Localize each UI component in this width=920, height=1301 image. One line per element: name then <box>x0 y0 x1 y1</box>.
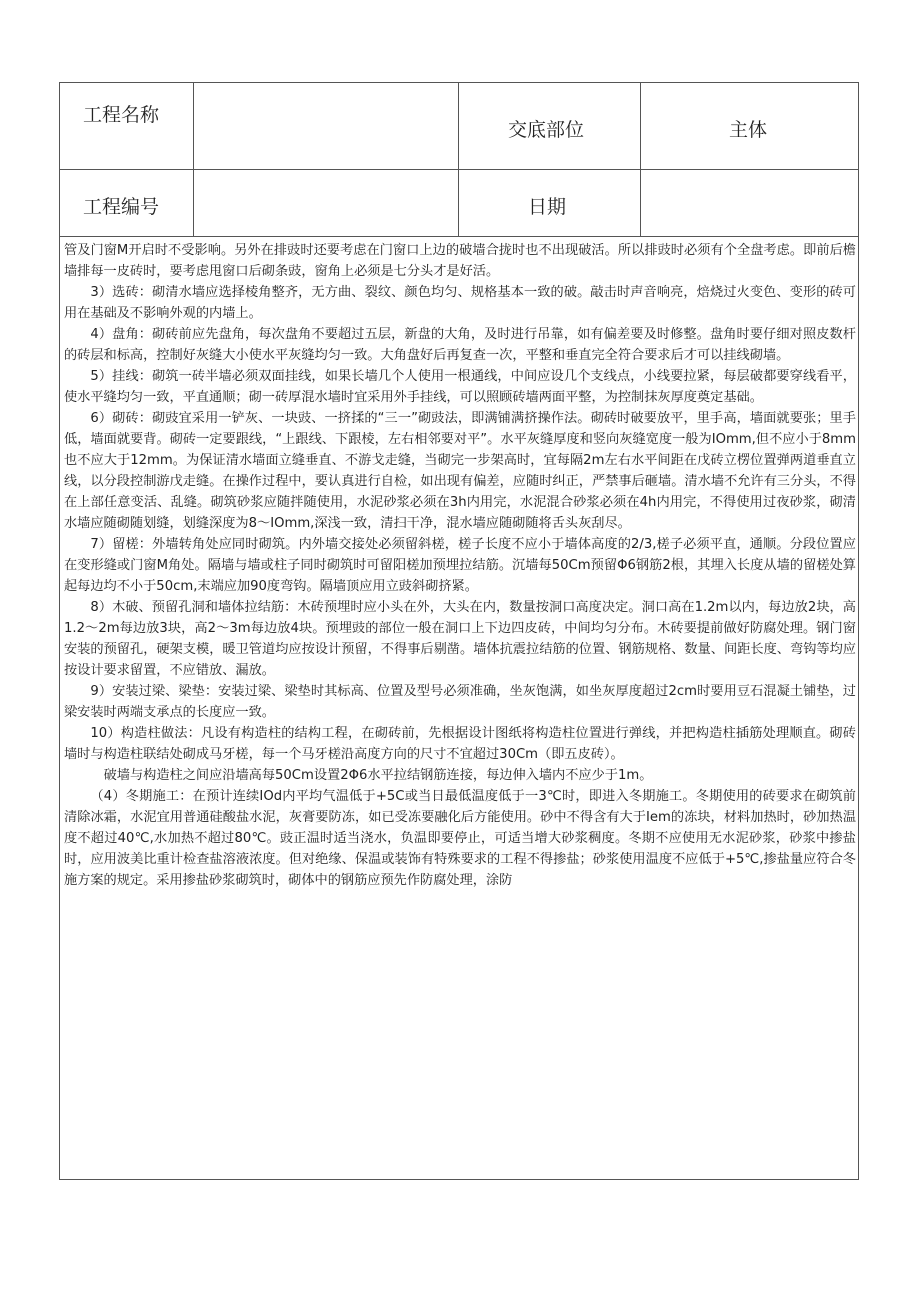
disclosure-form-table <box>59 82 859 1180</box>
column-divider-3 <box>640 83 641 236</box>
paragraph-toothing: 7）留槎：外墙转角处应同时砌筑。内外墙交接处必须留斜槎，槎子长度不应小于墙体高度的2/3,槎子必须平直，通顺。分段位置应在变形缝或门窗M角处。隔墙与墙或柱子同时砌筑时可留阳槎加预埋拉结筋。沉墙每50Cm预留Φ6钢筋2根，其埋入长度从墙的留槎处算起每边均不小于50cm,末端应加90度弯钩。隔墙顶应用立豉斜砌挤紧。 <box>64 537 856 594</box>
paragraph-lintels: 9）安装过梁、梁垫：安装过梁、梁垫时其标高、位置及型号必须准确，坐灰饱满，如坐灰厚度超过2cm时要用豆石混凝土铺垫，过梁安装时两端支承点的长度应一致。 <box>64 684 856 720</box>
paragraph-structural-columns: 10）构造柱做法：凡设有构造柱的结构工程，在砌砖前，先根据设计图纸将构造柱位置进行弹线，并把构造柱插筋处理顺直。砌砖墙时与构造柱联结处砌成马牙槎，每一个马牙槎沿高度方向的尺寸不宜超过30Cm（即五皮砖）。 <box>64 726 856 762</box>
paragraph-tie-bars: 破墙与构造柱之间应沿墙高每50Cm设置2Φ6水平拉结钢筋连接，每边伸入墙内不应少于1m。 <box>103 768 653 783</box>
project-name-label: 工程名称 <box>83 104 160 126</box>
paragraph-embedded-parts: 8）木破、预留孔洞和墙体拉结筋：木砖预埋时应小头在外，大头在内，数量按洞口高度决定。洞口高在1.2m以内，每边放2块，高1.2～2m每边放3块，高2～3m每边放4块。预埋豉的部位一般在洞口上下边四皮砖，中间均匀分布。木砖要提前做好防腐处理。钢门窗安装的预留孔，硬架支模，暖卫管道均应按设计预留，不得事后剔凿。墙体抗震拉结筋的位置、钢筋规格、数量、间距长度、弯钩等均应按设计要求留置，不应错放、漏放。 <box>64 600 856 678</box>
column-divider-2 <box>458 83 459 236</box>
paragraph-brick-selection: 3）选砖：砌清水墙应选择棱角整齐，无方曲、裂纹、颜色均匀、规格基本一致的破。敲击时声音响亮，焙烧过火变色、变形的砖可用在基础及不影响外观的内墙上。 <box>64 285 856 321</box>
location-value: 主体 <box>729 119 768 141</box>
paragraph-line-hanging: 5）挂线：砌筑一砖半墙必须双面挂线，如果长墙几个人使用一根通线，中间应设几个支线点，小线要拉紧，每层破都要穿线看平，使水平缝均匀一致，平直通顺；砌一砖厚混水墙时宜采用外手挂线，可以照顾砖墙两面平整，为控制抹灰厚度奠定基础。 <box>64 369 856 405</box>
project-no-label: 工程编号 <box>83 196 160 218</box>
paragraph-corner-laying: 4）盘角：砌砖前应先盘角，每次盘角不要超过五层，新盘的大角，及时进行吊靠，如有偏差要及时修整。盘角时要仔细对照皮数杆的砖层和标高，控制好灰缝大小使水平灰缝均匀一致。大角盘好后再复查一次，平整和垂直完全符合要求后才可以挂线砌墙。 <box>64 327 856 363</box>
column-divider-1 <box>193 83 194 236</box>
paragraph-bricklaying: 6）砌砖：砌豉宜采用一铲灰、一块豉、一挤揉的“三一”砌豉法，即满铺满挤操作法。砌砖时破要放平，里手高，墙面就要张；里手低，墙面就要背。砌砖一定要跟线，“上跟线、下跟棱，左右相邻要对平”。水平灰缝厚度和竖向灰缝宽度一般为IOmm,但不应小于8mm也不应大于12mm。为保证清水墙面立缝垂直、不游戈走缝，当砌完一步架高时，宜每隔2m左右水平间距在戊砖立楞位置弹两道垂直立线，以分段控制游戊走缝。在操作过程中，要认真进行自检，如出现有偏差，应随时纠正，严禁事后砸墙。清水墙不允许有三分头，不得在上部任意变活、乱缝。砌筑砂浆应随拌随使用，水泥砂浆必须在3h内用完，水泥混合砂浆必须在4h内用完，不得使用过夜砂浆，砌清水墙应随砌随划缝，划缝深度为8～IOmm,深浅一致，清扫干净，混水墙应随砌随将舌头灰刮尽。 <box>64 411 856 531</box>
header-row-divider <box>60 169 858 170</box>
header-body-divider <box>60 236 858 237</box>
location-label: 交底部位 <box>508 119 585 141</box>
disclosure-content <box>60 238 860 1180</box>
paragraph-winter-construction: （4）冬期施工：在预计连续IOd内平均气温低于+5C或当日最低温度低于一3℃时，即进入冬期施工。冬期使用的砖要求在砌筑前清除冰霜，水泥宜用普通硅酸盐水泥，灰膏要防冻，如已受冻要融化后方能使用。砂中不得含有大于Iem的冻块，材料加热时，砂加热温度不超过40℃,水加热不超过80℃。豉正温时适当浇水，负温即要停止，可适当增大砂浆稠度。冬期不应使用无水泥砂浆，砂浆中掺盐时，应用波美比重计检查盐溶液浓度。但对绝缘、保温或装饰有特殊要求的工程不得掺盐；砂浆使用温度不应低于+5℃,掺盐量应符合冬施方案的规定。采用掺盐砂浆砌筑时，砌体中的钢筋应预先作防腐处理，涂防 <box>64 789 856 888</box>
paragraph-continuation: 管及门窗M开启时不受影响。另外在排豉时还要考虑在门窗口上边的破墙合拢时也不出现破活。所以排豉时必须有个全盘考虑。即前后檐墙排每一皮砖时，要考虑甩窗口后砌条豉，窗角上必须是七分头才是好活。 <box>64 243 856 279</box>
date-label: 日期 <box>528 196 567 218</box>
